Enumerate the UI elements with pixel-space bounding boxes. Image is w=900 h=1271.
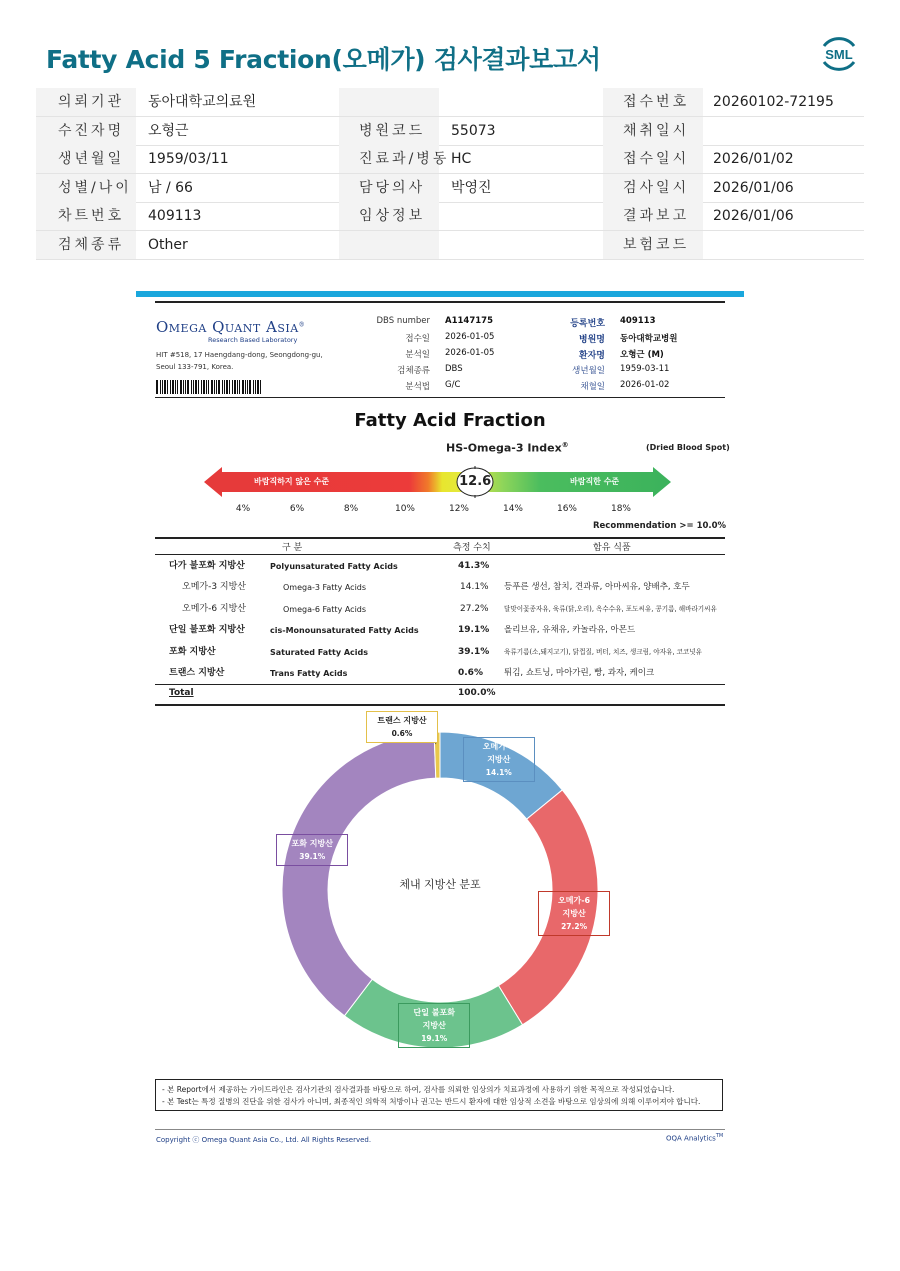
meta-label: 등록번호 xyxy=(570,319,605,329)
info-value: 409113 xyxy=(148,208,202,224)
sample-note: (Dried Blood Spot) xyxy=(646,443,730,452)
info-value: 박영진 xyxy=(451,179,492,196)
fa-row-value: 14.1% xyxy=(460,582,489,593)
fa-row-foods: 튀김, 쇼트닝, 마아가린, 빵, 과자, 케이크 xyxy=(504,668,655,678)
fa-row-english-name: Trans Fatty Acids xyxy=(270,669,348,678)
page-title: Fatty Acid 5 Fraction(오메가) 검사결과보고서 xyxy=(46,45,601,74)
fa-table-top-rule xyxy=(155,537,725,539)
fatty-acid-fraction-title: Fatty Acid Fraction xyxy=(354,410,546,431)
scale-tick-label: 12% xyxy=(448,504,469,514)
total-value: 100.0% xyxy=(458,688,496,698)
undesirable-level-label: 바람직하지 않은 수준 xyxy=(254,477,330,486)
info-value xyxy=(439,231,603,259)
meta-value: 동아대학교병원 xyxy=(620,334,678,344)
scale-tick-label: 8% xyxy=(343,504,359,514)
meta-value: 409113 xyxy=(620,316,656,326)
meta-value: G/C xyxy=(445,380,461,390)
barcode-icon xyxy=(156,380,264,394)
meta-label: 생년월일 xyxy=(572,366,605,376)
info-value: 1959/03/11 xyxy=(148,151,229,167)
meta-label: 분석일 xyxy=(405,350,430,360)
report-header-rule xyxy=(155,397,725,398)
footer-rule xyxy=(155,1129,725,1130)
meta-value: DBS xyxy=(445,364,463,374)
info-value: 2026/01/02 xyxy=(713,151,794,167)
info-label: 의뢰기관 xyxy=(36,88,136,116)
header-food: 함유 식품 xyxy=(593,543,631,553)
fa-row-korean-name: 오메가-6 지방산 xyxy=(182,603,246,614)
meta-label: 접수일 xyxy=(405,334,430,344)
fa-row-foods: 등푸른 생선, 참치, 견과류, 아마씨유, 양배추, 호두 xyxy=(504,582,690,593)
info-value: HC xyxy=(451,151,472,167)
donut-center-label: 체내 지방산 분포 xyxy=(399,878,481,891)
donut-label-line: 39.1% xyxy=(299,852,326,862)
sml-logo-icon xyxy=(816,30,862,76)
donut-slice-label xyxy=(398,1003,470,1048)
fa-row-english-name: Polyunsaturated Fatty Acids xyxy=(270,562,398,571)
donut-label-line: 27.2% xyxy=(561,922,588,932)
donut-label-line: 포화 지방산 xyxy=(291,839,333,849)
info-row xyxy=(36,174,864,203)
omega3-index-value: 12.6 xyxy=(459,474,492,489)
omega3-index-title xyxy=(446,441,569,455)
donut-label-line: 0.6% xyxy=(391,729,413,738)
info-label: 결과보고 xyxy=(603,202,703,230)
donut-slice-label xyxy=(463,737,535,782)
info-value xyxy=(439,202,603,230)
fa-row-foods: 달맞이꽃종자유, 육류(닭,오리), 옥수수유, 포도씨유, 콩기름, 해바라기씨유 xyxy=(504,604,717,613)
info-label: 담당의사 xyxy=(339,174,439,202)
meta-label: 채혈일 xyxy=(580,382,605,392)
info-label: 병원코드 xyxy=(339,117,439,145)
donut-label-line: 오메가-3 xyxy=(482,741,515,751)
info-label: 생년월일 xyxy=(36,145,136,173)
info-label: 임상정보 xyxy=(339,202,439,230)
meta-label: 병원명 xyxy=(578,335,605,345)
meta-value: 2026-01-05 xyxy=(445,348,495,358)
fa-table-row xyxy=(155,642,725,663)
fa-row-korean-name: 트랜스 지방산 xyxy=(169,668,225,678)
donut-label-line: 오메가-6 xyxy=(558,896,591,906)
fa-row-korean-name: 포화 지방산 xyxy=(169,646,216,657)
fa-row-value: 41.3% xyxy=(458,561,490,571)
info-value xyxy=(703,231,864,259)
info-label xyxy=(339,88,439,116)
info-label: 접수일시 xyxy=(603,145,703,173)
oqa-address-line1: HIT #518, 17 Haengdang-dong, Seongdong-gu, xyxy=(156,351,323,359)
fa-row-korean-name: 오메가-3 지방산 xyxy=(182,582,246,593)
sml-logo xyxy=(816,30,862,76)
copyright: Copyright ⓒ Omega Quant Asia Co., Ltd. All Rights Reserved. xyxy=(156,1136,372,1144)
meta-value: 2026-01-05 xyxy=(445,332,495,342)
fa-row-korean-name: 단일 불포화 지방산 xyxy=(169,625,245,636)
scale-tick-label: 6% xyxy=(289,504,305,514)
fa-row-english-name: Saturated Fatty Acids xyxy=(270,647,368,657)
donut-label-line: 14.1% xyxy=(485,767,512,777)
footnote-line1: - 본 Report에서 제공하는 가이드라인은 검사기관의 검사결과를 바탕으로 하여, 검사를 의뢰한 임상의가 치료과정에 사용하기 위한 목적으로 작성되었습니다. xyxy=(162,1085,675,1094)
fa-row-value: 19.1% xyxy=(458,625,490,636)
info-row xyxy=(36,145,864,174)
meta-value: 오형근 (M) xyxy=(620,350,664,360)
info-label: 검체종류 xyxy=(36,231,136,259)
fa-row-foods: 올리브유, 유채유, 카놀라유, 아몬드 xyxy=(504,625,636,636)
meta-label: 분석법 xyxy=(405,382,430,392)
meta-label: DBS number xyxy=(376,316,430,326)
oqa-tagline: Research Based Laboratory xyxy=(208,336,298,344)
donut-slice-label xyxy=(276,834,348,866)
oqa-address-line2: Seoul 133-791, Korea. xyxy=(156,363,234,371)
info-label: 차트번호 xyxy=(36,202,136,230)
meta-label: 환자명 xyxy=(578,351,605,361)
scale-tick-label: 16% xyxy=(556,504,577,514)
info-row xyxy=(36,88,864,117)
donut-label-line: 19.1% xyxy=(421,1034,448,1044)
oqa-brand-tm: ® xyxy=(298,321,306,329)
fa-row-value: 27.2% xyxy=(460,603,489,614)
fa-table-bottom-rule xyxy=(155,704,725,706)
donut-label-line: 트랜스 지방산 xyxy=(377,716,427,725)
info-value: 동아대학교의료원 xyxy=(148,94,257,110)
oqa-brand xyxy=(156,318,305,336)
header-category: 구 분 xyxy=(282,543,303,553)
fa-table-row xyxy=(155,556,725,577)
donut-label-line: 단일 불포화 xyxy=(413,1008,455,1018)
total-label: Total xyxy=(169,688,194,698)
info-value xyxy=(703,117,864,145)
fa-table-total-rule xyxy=(155,684,725,685)
info-value: 55073 xyxy=(451,122,496,139)
oqa-analytics-text: OQA Analytics xyxy=(666,1134,716,1143)
info-label: 성별/나이 xyxy=(36,174,136,202)
recommendation-text: Recommendation >= 10.0% xyxy=(593,521,727,531)
header-value: 측정 수치 xyxy=(453,543,491,553)
donut-label-line: 지방산 xyxy=(487,754,511,764)
info-value: 2026/01/06 xyxy=(713,208,794,224)
info-value: Other xyxy=(148,236,188,253)
info-label xyxy=(339,231,439,259)
fa-row-foods: 육류기름(소,돼지고기), 닭껍질, 버터, 치즈, 생크림, 야자유, 코코넛유 xyxy=(504,647,703,656)
info-value: 2026/01/06 xyxy=(713,179,794,196)
oqa-analytics xyxy=(666,1133,723,1142)
scale-tick-label: 18% xyxy=(610,504,631,514)
info-row xyxy=(36,117,864,146)
info-value xyxy=(439,88,603,116)
info-label: 진료과/병동 xyxy=(339,145,439,173)
info-value: 20260102-72195 xyxy=(713,94,834,110)
barcode xyxy=(156,379,264,393)
donut-slice-label xyxy=(366,711,438,743)
scale-tick-label: 4% xyxy=(235,504,251,514)
fa-table-row xyxy=(155,577,725,598)
info-label: 수진자명 xyxy=(36,117,136,145)
info-label: 검사일시 xyxy=(603,174,703,202)
meta-label: 검체종류 xyxy=(397,366,430,376)
report-meta-right xyxy=(545,316,725,396)
fa-table-header xyxy=(155,540,725,554)
donut-slice xyxy=(282,732,436,1016)
fa-row-value: 0.6% xyxy=(458,668,483,678)
fa-row-english-name: Omega-6 Fatty Acids xyxy=(283,604,367,614)
meta-value: 2026-01-02 xyxy=(620,380,670,390)
report-top-rule xyxy=(155,301,725,303)
oqa-analytics-tm: TM xyxy=(715,1133,724,1139)
scale-tick-label: 10% xyxy=(394,504,415,514)
fa-row-korean-name: 다가 불포화 지방산 xyxy=(169,561,245,571)
omega3-index-title-text: HS-Omega-3 Index xyxy=(446,441,562,455)
fa-row-english-name: cis-Monounsaturated Fatty Acids xyxy=(270,626,419,636)
omega3-index-title-mark: ® xyxy=(561,441,569,449)
omega3-index-marker xyxy=(455,466,495,498)
info-value: 남 / 66 xyxy=(148,179,193,196)
donut-label-line: 지방산 xyxy=(562,909,586,919)
meta-value: 1959-03-11 xyxy=(620,364,670,374)
meta-value: A1147175 xyxy=(445,316,493,326)
desirable-level-label: 바람직한 수준 xyxy=(570,477,620,486)
logo-text: SML xyxy=(825,47,853,62)
footnote-line2: - 본 Test는 특정 질병의 진단을 위한 검사가 아니며, 최종적인 의학적 처방이나 권고는 반드시 환자에 대한 임상적 소견을 바탕으로 임상의에 의해 이루어져야 합니다. xyxy=(162,1097,701,1106)
donut-label-line: 지방산 xyxy=(422,1021,446,1031)
fa-table-row xyxy=(155,599,725,620)
info-label: 보험코드 xyxy=(603,231,703,259)
info-row xyxy=(36,202,864,231)
info-row xyxy=(36,231,864,260)
fa-row-value: 39.1% xyxy=(458,646,490,657)
info-label: 채취일시 xyxy=(603,117,703,145)
fa-table-row xyxy=(155,620,725,641)
info-label: 접수번호 xyxy=(603,88,703,116)
scale-tick-label: 14% xyxy=(502,504,523,514)
fa-table-row xyxy=(155,663,725,684)
oqa-brand-name: Omega Quant Asia xyxy=(156,318,299,336)
fa-row-english-name: Omega-3 Fatty Acids xyxy=(283,583,367,593)
footnote-box xyxy=(155,1079,723,1111)
donut-slice-label xyxy=(538,891,610,936)
info-value: 오형근 xyxy=(148,122,189,139)
report-top-band xyxy=(136,291,744,297)
report-meta-middle xyxy=(370,316,520,396)
fa-table-header-rule xyxy=(155,554,725,555)
